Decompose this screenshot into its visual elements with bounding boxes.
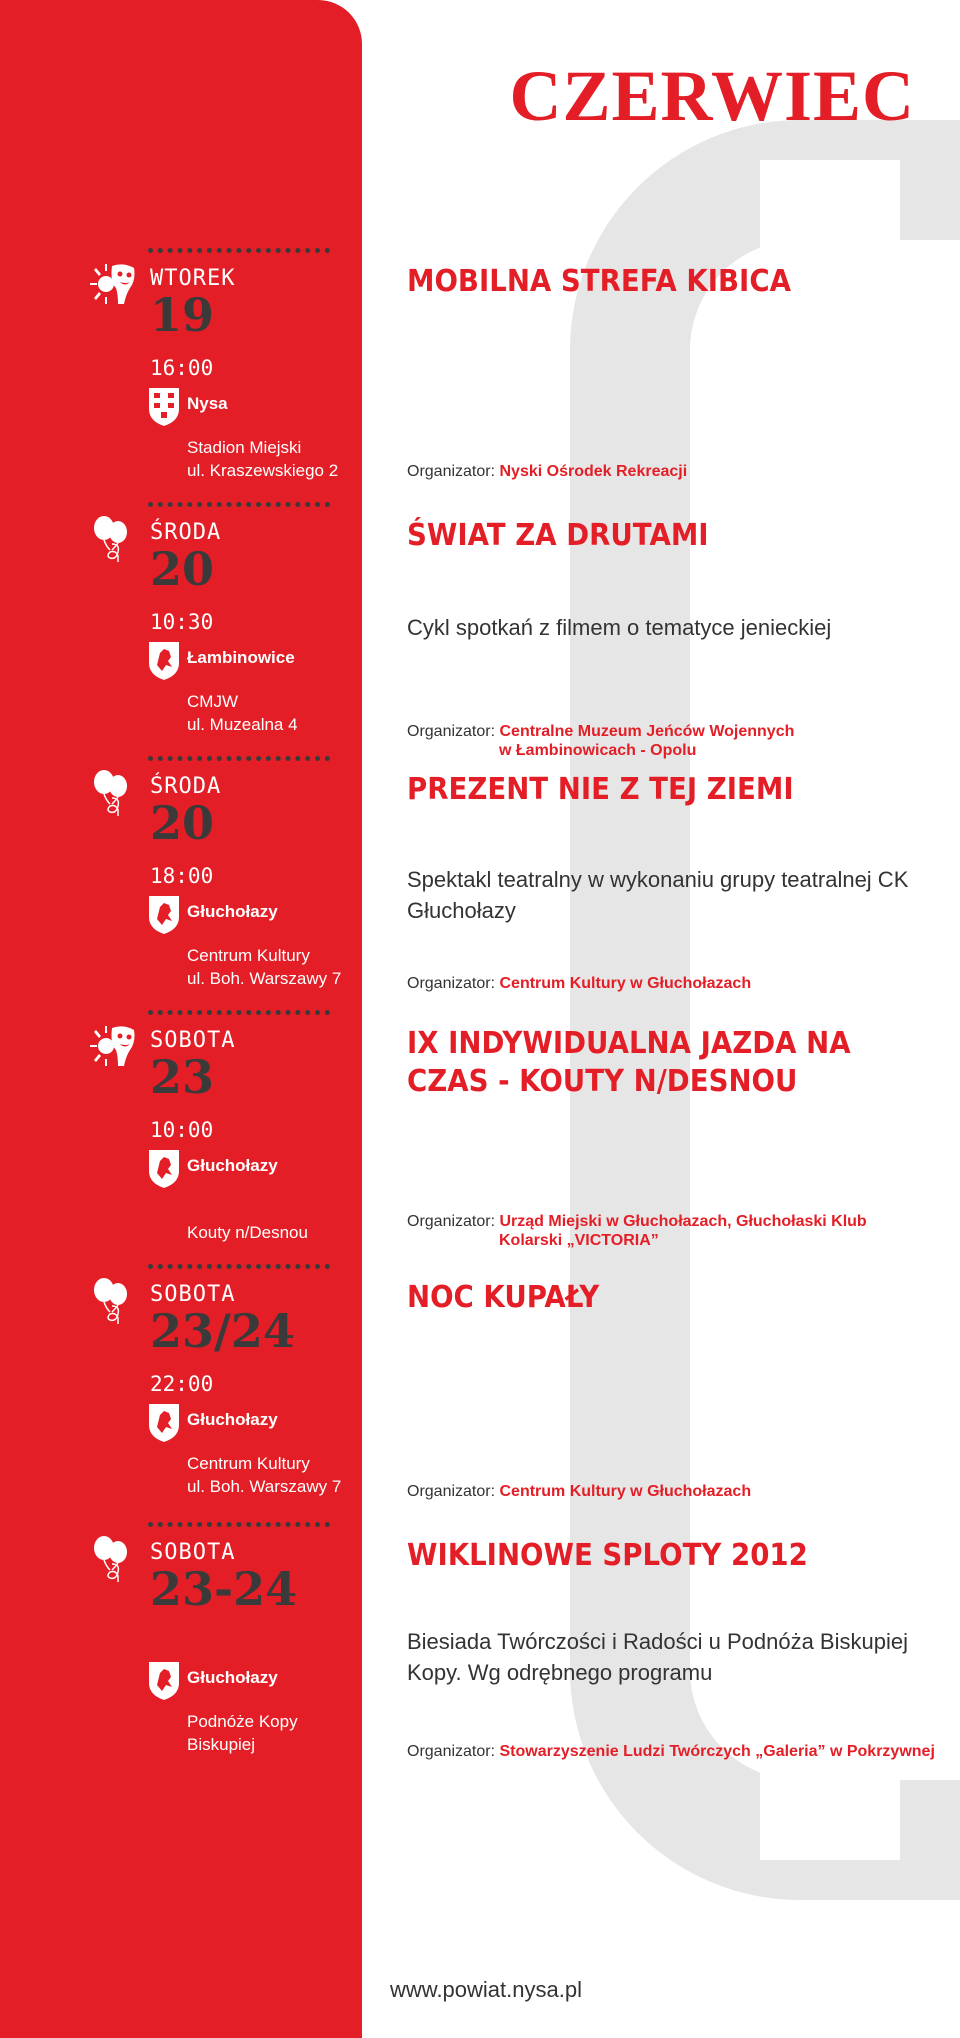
organizer-name: Urząd Miejski w Głuchołazach, Głuchołaski Klub — [499, 1213, 867, 1230]
event-organizer — [407, 974, 947, 993]
event-address-line1: Stadion Miejski — [187, 438, 302, 457]
event-day: SOBOTA — [150, 1282, 236, 1307]
event-time: 10:00 — [150, 1118, 214, 1142]
event-organizer — [407, 1482, 947, 1501]
town-crest-icon — [148, 1403, 180, 1443]
event-date: 23/24 — [150, 1304, 295, 1358]
event-time: 18:00 — [150, 864, 214, 888]
event-date: 23-24 — [150, 1562, 298, 1616]
event-title: IX INDYWIDUALNA JAZDA NA CZAS - KOUTY N/DESNOU — [407, 1026, 851, 1099]
organizer-name-cont: Kolarski „VICTORIA” — [499, 1232, 659, 1249]
event-address-line1: Podnóże Kopy — [187, 1712, 298, 1731]
event-date: 19 — [150, 288, 215, 342]
sun-mask-icon — [90, 1022, 138, 1072]
event-title: WIKLINOWE SPLOTY 2012 — [407, 1538, 808, 1573]
event-title: NOC KUPAŁY — [407, 1280, 600, 1315]
town-crest-icon — [148, 1149, 180, 1189]
organizer-name: Centralne Muzeum Jeńców Wojennych — [499, 723, 795, 740]
event-organizer — [407, 1742, 947, 1761]
event-town: Głuchołazy — [187, 1668, 278, 1687]
event-address-line2: Kouty n/Desnou — [187, 1223, 308, 1242]
event-description: Spektakl teatralny w wykonaniu grupy teatralnej CK Głuchołazy — [407, 867, 909, 923]
event-day: SOBOTA — [150, 1540, 236, 1565]
event-time: 22:00 — [150, 1372, 214, 1396]
event-day: ŚRODA — [150, 774, 222, 799]
dotted-divider — [148, 502, 330, 507]
organizer-label: Organizator: — [407, 1483, 496, 1500]
town-crest-icon — [148, 387, 180, 427]
event-date: 20 — [150, 542, 215, 596]
organizer-name: Centrum Kultury w Głuchołazach — [499, 975, 752, 992]
website-url[interactable]: www.powiat.nysa.pl — [390, 1977, 582, 2002]
balloon-music-icon — [90, 1534, 138, 1584]
event-time: 10:30 — [150, 610, 214, 634]
event-organizer — [407, 462, 947, 481]
event-item — [0, 248, 960, 478]
event-title: PREZENT NIE Z TEJ ZIEMI — [407, 772, 794, 807]
logo-small-text: Powiat — [692, 1930, 707, 1970]
event-description: Cykl spotkań z filmem o tematyce jenieckiej — [407, 615, 832, 640]
month-title: CZERWIEC — [509, 56, 915, 136]
event-town: Głuchołazy — [187, 1410, 278, 1429]
balloon-music-icon — [90, 1276, 138, 1326]
event-town: Łambinowice — [187, 648, 295, 667]
event-description: Biesiada Twórczości i Radości u Podnóża Biskupiej Kopy. Wg odrębnego programu — [407, 1629, 908, 1685]
event-address-line2: ul. Kraszewskiego 2 — [187, 461, 339, 480]
event-organizer — [407, 722, 947, 760]
event-item — [0, 502, 960, 759]
organizer-name: Stowarzyszenie Ludzi Twórczych „Galeria” w Pokrzywnej — [499, 1743, 935, 1760]
dotted-divider — [148, 1522, 330, 1527]
event-date: 20 — [150, 796, 215, 850]
organizer-name: Nyski Ośrodek Rekreacji — [499, 463, 688, 480]
event-address-line2: ul. Muzealna 4 — [187, 715, 298, 734]
organizer-label: Organizator: — [407, 1213, 496, 1230]
dotted-divider — [148, 1264, 330, 1269]
balloon-music-icon — [90, 514, 138, 564]
event-town: Głuchołazy — [187, 902, 278, 921]
event-address-line2: ul. Boh. Warszawy 7 — [187, 1477, 342, 1496]
event-organizer — [407, 1212, 947, 1250]
town-crest-icon — [148, 895, 180, 935]
dotted-divider — [148, 756, 330, 761]
event-item — [0, 1264, 960, 1514]
event-day: ŚRODA — [150, 520, 222, 545]
town-crest-icon — [148, 641, 180, 681]
dotted-divider — [148, 1010, 330, 1015]
event-address-line2: Biskupiej — [187, 1735, 256, 1754]
event-time: 16:00 — [150, 356, 214, 380]
event-item — [0, 1522, 960, 1772]
organizer-name: Centrum Kultury w Głuchołazach — [499, 1483, 752, 1500]
organizer-label: Organizator: — [407, 723, 496, 740]
event-town: Nysa — [187, 394, 228, 413]
event-title: ŚWIAT ZA DRUTAMI — [407, 518, 709, 553]
event-address-line1: Centrum Kultury — [187, 946, 310, 965]
organizer-label: Organizator: — [407, 463, 496, 480]
event-date: 23 — [150, 1050, 215, 1104]
event-title: MOBILNA STREFA KIBICA — [407, 264, 791, 299]
organizer-label: Organizator: — [407, 975, 496, 992]
dotted-divider — [148, 248, 330, 253]
event-town: Głuchołazy — [187, 1156, 278, 1175]
event-day: SOBOTA — [150, 1028, 236, 1053]
balloon-music-icon — [90, 768, 138, 818]
event-address-line2: ul. Boh. Warszawy 7 — [187, 969, 342, 988]
organizer-label: Organizator: — [407, 1743, 496, 1760]
logo-text: NYSKI — [720, 1918, 899, 1974]
event-address-line1: Centrum Kultury — [187, 1454, 310, 1473]
sun-mask-icon — [90, 260, 138, 310]
event-item — [0, 1010, 960, 1260]
town-crest-icon — [148, 1661, 180, 1701]
powiat-nyski-logo — [690, 1918, 900, 1974]
event-address-line1: CMJW — [187, 692, 238, 711]
event-item — [0, 756, 960, 1006]
event-day: WTOREK — [150, 266, 236, 291]
organizer-name-cont: w Łambinowicach - Opolu — [499, 742, 697, 759]
